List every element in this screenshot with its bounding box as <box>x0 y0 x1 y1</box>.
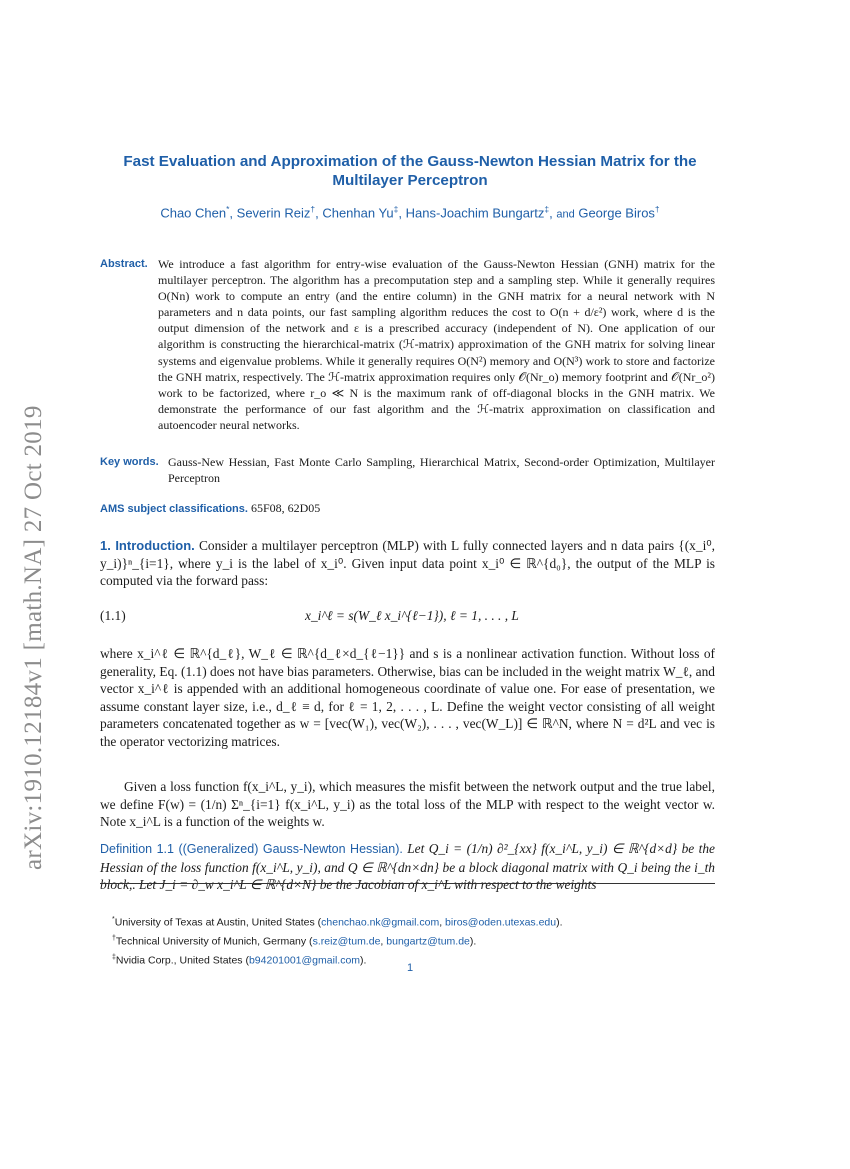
equation-1-1 <box>100 608 715 628</box>
page-number: 1 <box>406 962 414 974</box>
equation-number: (1.1) <box>100 608 126 623</box>
introduction-paragraph <box>100 537 715 590</box>
email-link[interactable]: bungartz@tum.de <box>386 935 470 948</box>
author-name: Chenhan Yu <box>322 205 394 221</box>
author-name: Severin Reiz <box>236 205 311 221</box>
affiliation-mark[interactable]: * <box>226 204 230 214</box>
arxiv-watermark: arXiv:1910.12184v1 [math.NA] 27 Oct 2019 <box>20 405 47 870</box>
abstract-label: Abstract. <box>100 258 148 270</box>
footnote <box>112 931 712 950</box>
affiliation-mark[interactable]: ‡ <box>544 204 550 214</box>
author-name: George Biros <box>578 205 655 221</box>
footnote-text: University of Texas at Austin, United States ( <box>114 916 322 929</box>
footnotes <box>112 912 712 969</box>
definition-label[interactable]: Definition 1.1 ((Generalized) Gauss-Newton Hessian). <box>100 842 403 856</box>
footnote-end: ). <box>556 916 563 929</box>
ams-section <box>100 500 715 517</box>
abstract-text: We introduce a fast algorithm for entry-wise evaluation of the Gauss-Newton Hessian (GNH) matrix for the multilayer perceptron. The algorithm has a precomputation step and a sampling step. While it generally requires O(Nn) work to compute an entry (and the entire column) in the GNH matrix for a neural network with N parameters and n data points, our fast sampling algorithm reduces the cost to O(n + d/ε²) work, where d is the output dimension of the network and ε is a prescribed accuracy (independent of N). One application of our algorithm is constructing the hierarchical-matrix (ℋ-matrix) approximation of the GNH matrix for solving linear systems and eigenvalue problems. While it generally requires O(N²) memory and O(N³) work to store and factorize the GNH matrix, respectively. The ℋ-matrix approximation requires only 𝒪(Nr_o) memory footprint and 𝒪(Nr_o²) work to be factorized, where r_o ≪ N is the maximum rank of off-diagonal blocks in the GNH matrix. We demonstrate the performance of our fast algorithm and the ℋ-matrix approximation on classification and autoencoder neural networks. <box>158 257 715 432</box>
footnote-divider <box>100 883 715 884</box>
body-paragraph: where x_i^ℓ ∈ ℝ^{d_ℓ}, W_ℓ ∈ ℝ^{d_ℓ×d_{ℓ−1}} and s is a nonlinear activation function. Without loss of generality, Eq. (1.1) does not have bias parameters. Otherwise, bias can be included in the weight matrix W_ℓ, and vector x_i^ℓ is appended with an additional homogeneous coordinate of value one. For ease of presentation, we assume constant layer size, i.e., d_ℓ ≡ d, for ℓ = 1, 2, . . . , L. Define the weight vector consisting of all weight parameters concatenated together as w = [vec(W₁), vec(W₂), . . . , vec(W_L)] ∈ ℝ^N, where N = d²L and vec is the operator vectorizing matrices. <box>100 646 715 749</box>
affiliation-mark[interactable]: ‡ <box>393 204 399 214</box>
definition-text: Let Q_i = (1/n) ∂²_{xx} f(x_i^L, y_i) ∈ ℝ^{d×d} be the Hessian of the loss function f(x_i^L, y_i), and Q ∈ ℝ^{dn×dn} be a block diagonal matrix with Q_i being the i_th block,. Let J_i = ∂_w x_i^L ∈ ℝ^{d×N} be the Jacobian of x_i^L with respect to the weights <box>100 841 715 893</box>
email-link[interactable]: biros@oden.utexas.edu <box>445 916 557 929</box>
email-link[interactable]: chenchao.nk@gmail.com <box>321 916 440 929</box>
footnote-mark: † <box>112 935 116 942</box>
separator: , <box>380 935 387 948</box>
author-name: Chao Chen <box>160 205 227 221</box>
equation-formula: x_i^ℓ = s(W_ℓ x_i^{ℓ−1}), ℓ = 1, . . . , L <box>305 608 519 623</box>
definition-block <box>100 840 715 894</box>
footnote <box>112 912 712 931</box>
intro-text: Consider a multilayer perceptron (MLP) with L fully connected layers and n data pairs {(x_i⁰, y_i)}ⁿ_{i=1}, where y_i is the label of x_i⁰. Given input data point x_i⁰ ∈ ℝ^{d₀}, the output of the MLP is computed via the forward pass: <box>100 538 715 589</box>
body-paragraph: Given a loss function f(x_i^L, y_i), which measures the misfit between the network output and the true label, we define F(w) = (1/n) Σⁿ_{i=1} f(x_i^L, y_i) as the total loss of the MLP with respect to the weight vector w. Note x_i^L is a function of the weights w. <box>100 779 715 830</box>
keywords-label: Key words. <box>100 456 159 468</box>
keywords-section <box>100 454 715 486</box>
keywords-text: Gauss-New Hessian, Fast Monte Carlo Sampling, Hierarchical Matrix, Second-order Optimization, Multilayer Perceptron <box>168 455 715 486</box>
footnote-end: ). <box>360 954 367 967</box>
ams-label: AMS subject classifications. <box>100 503 248 515</box>
footnote-mark: * <box>112 916 115 923</box>
abstract-section <box>100 256 715 433</box>
footnote-text: Technical University of Munich, Germany ( <box>115 935 313 948</box>
author-list: Chao Chen*, Severin Reiz†, Chenhan Yu‡, Hans-Joachim Bungartz‡, and George Biros† <box>160 204 660 221</box>
affiliation-mark[interactable]: † <box>310 204 316 214</box>
ams-codes: 65F08, 62D05 <box>250 501 321 515</box>
footnote-end: ). <box>469 935 477 948</box>
email-link[interactable]: s.reiz@tum.de <box>312 935 381 948</box>
and-word: and <box>556 208 575 221</box>
separator: , <box>439 916 446 929</box>
paper-title: Fast Evaluation and Approximation of the Gauss-Newton Hessian Matrix for the Multilayer Perceptron <box>123 153 697 189</box>
footnote-mark: ‡ <box>112 954 116 961</box>
email-link[interactable]: b94201001@gmail.com <box>248 954 361 967</box>
section-heading[interactable]: 1. Introduction. <box>100 538 195 553</box>
author-name: Hans-Joachim Bungartz <box>405 205 545 221</box>
footnote-text: Nvidia Corp., United States ( <box>115 954 249 967</box>
affiliation-mark[interactable]: † <box>654 204 660 214</box>
